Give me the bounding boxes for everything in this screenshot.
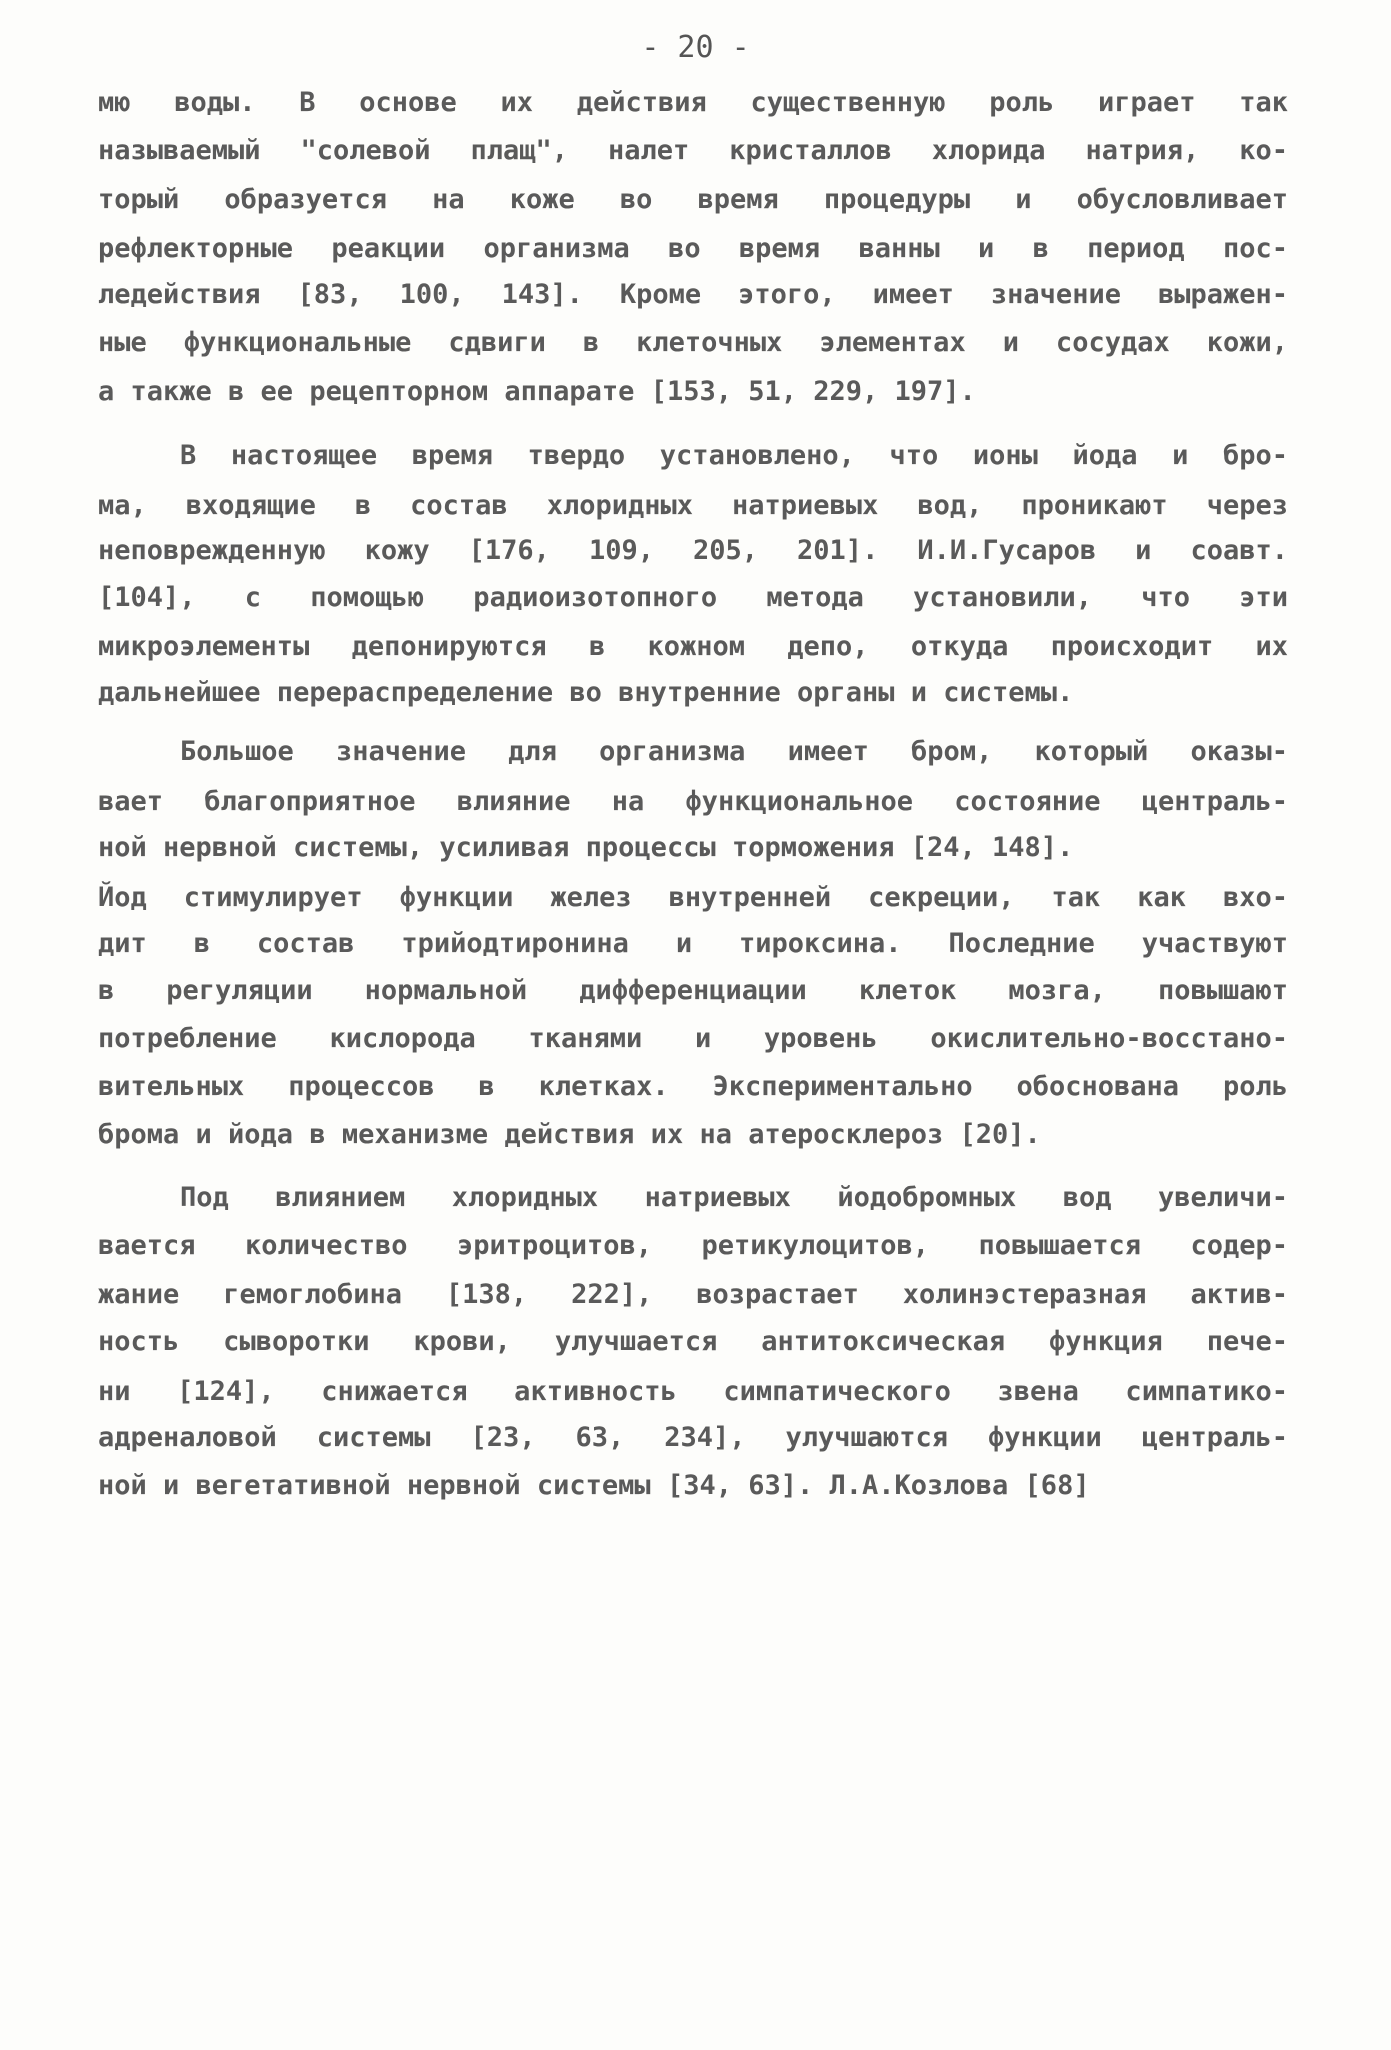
text-line: ные функциональные сдвиги в клеточных элементах и сосудах кожи, (98, 327, 1288, 358)
text-line: дальнейшее перераспределение во внутренние органы и системы. (98, 677, 1074, 708)
text-line: ни [124], снижается активность симпатического звена симпатико- (98, 1376, 1288, 1407)
text-line: вает благоприятное влияние на функциональное состояние централь- (98, 786, 1288, 817)
text-line: называемый "солевой плащ", налет кристаллов хлорида натрия, ко- (98, 135, 1288, 166)
paragraph-first-line: Большое значение для организма имеет бром, который оказы- (180, 736, 1288, 767)
text-line: в регуляции нормальной дифференциации клеток мозга, повышают (98, 975, 1288, 1006)
text-line: микроэлементы депонируются в кожном депо, откуда происходит их (98, 631, 1288, 662)
text-line: [104], с помощью радиоизотопного метода установили, что эти (98, 582, 1288, 613)
text-line: ма, входящие в состав хлоридных натриевых вод, проникают через (98, 490, 1288, 521)
text-line: дит в состав трийодтиронина и тироксина. Последние участвуют (98, 928, 1288, 959)
text-line: неповрежденную кожу [176, 109, 205, 201]. И.И.Гусаров и соавт. (98, 535, 1288, 566)
text-line: жание гемоглобина [138, 222], возрастает холинэстеразная актив- (98, 1279, 1288, 1310)
page-number: - 20 - (641, 30, 750, 65)
paragraph-first-line: Под влиянием хлоридных натриевых йодобромных вод увеличи- (180, 1182, 1288, 1213)
text-line: рефлекторные реакции организма во время ванны и в период пос- (98, 233, 1288, 264)
text-line: а также в ее рецепторном аппарате [153, 51, 229, 197]. (98, 376, 976, 407)
text-line: ледействия [83, 100, 143]. Кроме этого, имеет значение выражен- (98, 279, 1288, 310)
text-line: потребление кислорода тканями и уровень окислительно-восстано- (98, 1023, 1288, 1054)
text-line: адреналовой системы [23, 63, 234], улучшаются функции централь- (98, 1422, 1288, 1453)
text-line: ность сыворотки крови, улучшается антитоксическая функция пече- (98, 1326, 1288, 1357)
text-line: мю воды. В основе их действия существенную роль играет так (98, 87, 1288, 118)
text-line: ной нервной системы, усиливая процессы торможения [24, 148]. (98, 832, 1074, 863)
text-line: Йод стимулирует функции желез внутренней секреции, так как вхо- (98, 882, 1288, 913)
text-line: вительных процессов в клетках. Экспериментально обоснована роль (98, 1071, 1288, 1102)
text-line: вается количество эритроцитов, ретикулоцитов, повышается содер- (98, 1230, 1288, 1261)
text-line: ной и вегетативной нервной системы [34, 63]. Л.А.Козлова [68] (98, 1470, 1090, 1501)
text-line: брома и йода в механизме действия их на атеросклероз [20]. (98, 1119, 1041, 1150)
text-line: торый образуется на коже во время процедуры и обусловливает (98, 184, 1288, 215)
paragraph-first-line: В настоящее время твердо установлено, что ионы йода и бро- (180, 440, 1288, 471)
